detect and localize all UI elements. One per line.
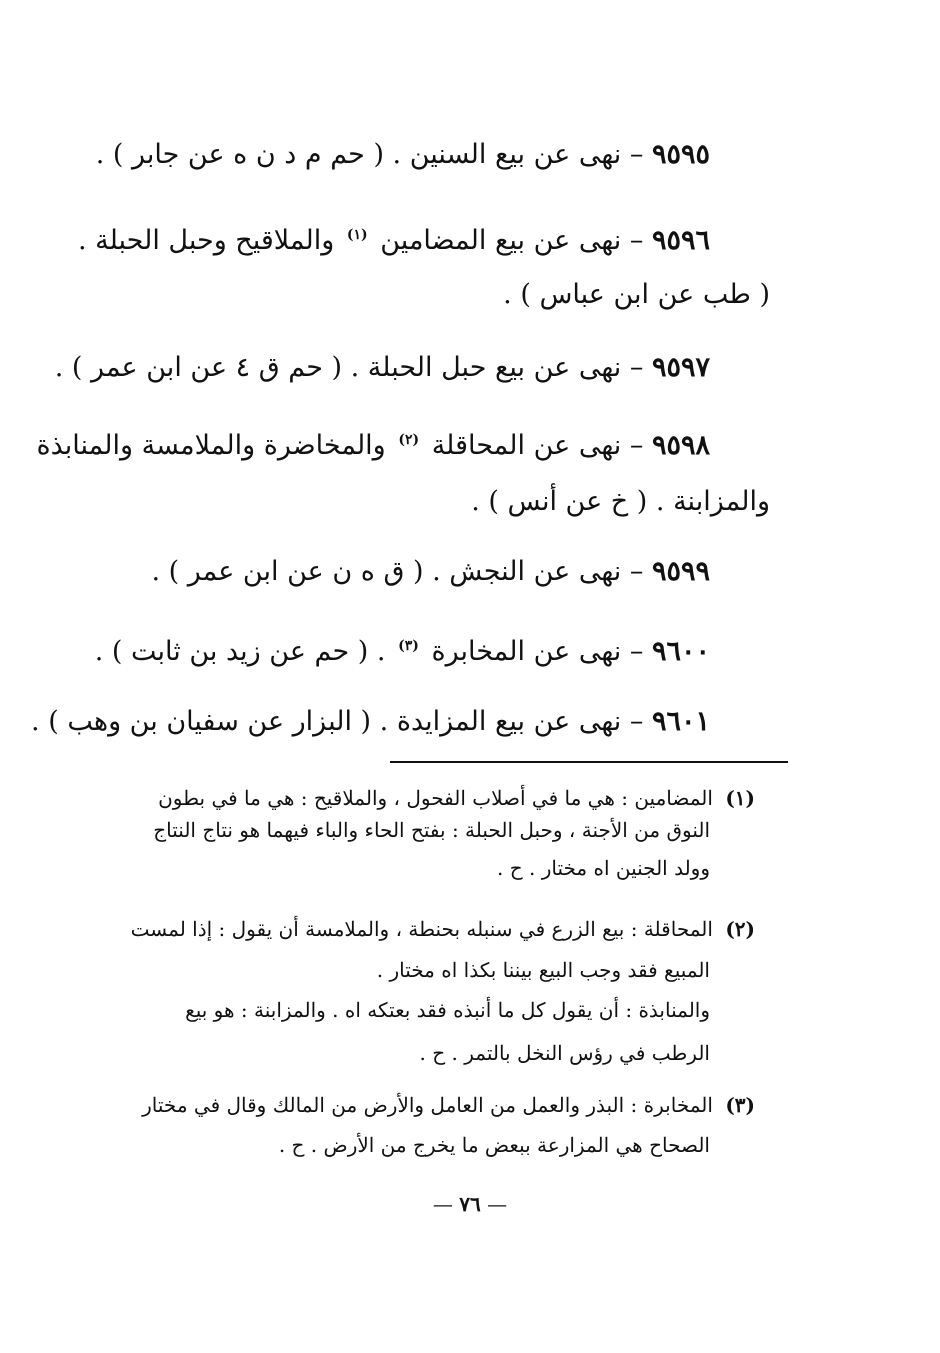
footnote-ref: (١) bbox=[346, 227, 368, 243]
hadith-9595 bbox=[96, 135, 710, 175]
footnote-text: النوق من الأجنة ، وحبل الحبلة : بفتح الحاء والباء فيهما هو نتاج النتاج bbox=[153, 818, 710, 842]
hadith-9599 bbox=[151, 552, 710, 592]
hadith-number: ٩٥٩٦ bbox=[651, 225, 710, 256]
hadith-text: – نهى عن بيع حبل الحبلة . ( حم ق ٤ عن ابن عمر ) . bbox=[54, 352, 644, 383]
footnote-ref: (٢) bbox=[398, 432, 420, 448]
footnote-text: المبيع فقد وجب البيع بيننا بكذا اه مختار . bbox=[376, 958, 710, 982]
footnote-text: المضامين : هي ما في أصلاب الفحول ، والملاقيح : هي ما في بطون bbox=[158, 786, 713, 810]
footnote-text: وولد الجنين اه مختار . ح . bbox=[497, 856, 710, 880]
hadith-text: – نهى عن المخابرة bbox=[431, 636, 644, 667]
page-number-value: ٧٦ bbox=[459, 1192, 481, 1216]
footnote-1-line bbox=[153, 815, 710, 845]
footnote-text: الصحاح هي المزارعة ببعض ما يخرج من الأرض . ح . bbox=[278, 1133, 710, 1157]
hadith-text: – نهى عن بيع المضامين bbox=[380, 225, 644, 256]
hadith-9596 bbox=[78, 215, 710, 261]
footnote-2-line bbox=[420, 1038, 710, 1068]
hadith-text: – نهى عن بيع السنين . ( حم م د ن ه عن جابر ) . bbox=[95, 139, 644, 170]
hadith-text: والمزابنة . ( خ عن أنس ) . bbox=[471, 486, 770, 517]
footnote-2-line bbox=[377, 955, 710, 985]
footnote-1 bbox=[158, 783, 755, 813]
hadith-9601 bbox=[31, 702, 710, 742]
footnote-mark: (١) bbox=[725, 786, 755, 810]
hadith-text: ( طب عن ابن عباس ) . bbox=[503, 279, 770, 310]
hadith-9597 bbox=[55, 348, 710, 388]
hadith-text: – نهى عن المحاقلة bbox=[431, 430, 644, 461]
footnote-2-line bbox=[185, 995, 710, 1025]
hadith-number: ٩٥٩٥ bbox=[651, 139, 710, 170]
hadith-text: – نهى عن بيع المزايدة . ( البزار عن سفيان بن وهب ) . bbox=[31, 706, 644, 737]
footnote-3-line bbox=[279, 1130, 710, 1160]
hadith-number: ٩٦٠٠ bbox=[651, 636, 710, 667]
hadith-number: ٩٦٠١ bbox=[651, 706, 710, 737]
hadith-9600 bbox=[95, 626, 710, 672]
hadith-9596-cont bbox=[503, 275, 770, 315]
hadith-9598 bbox=[36, 420, 710, 466]
hadith-number: ٩٥٩٧ bbox=[651, 352, 710, 383]
hadith-text: والملاقيح وحبل الحبلة . bbox=[77, 225, 335, 256]
hadith-9598-cont bbox=[471, 482, 770, 522]
footnote-1-line bbox=[497, 853, 710, 883]
hadith-number: ٩٥٩٩ bbox=[651, 556, 710, 587]
hadith-number: ٩٥٩٨ bbox=[651, 430, 710, 461]
hadith-text: . ( حم عن زيد بن ثابت ) . bbox=[94, 636, 386, 667]
footnote-text: المخابرة : البذر والعمل من العامل والأرض من المالك وقال في مختار bbox=[142, 1093, 713, 1117]
page-number: — ٧٦ — bbox=[432, 1192, 508, 1216]
footnote-3 bbox=[142, 1090, 755, 1120]
footnote-2 bbox=[131, 914, 755, 944]
footnote-ref: (٣) bbox=[398, 638, 419, 654]
hadith-text: – نهى عن النجش . ( ق ه ن عن ابن عمر ) . bbox=[151, 556, 644, 587]
footnote-mark: (٣) bbox=[725, 1093, 755, 1117]
footnote-divider bbox=[390, 761, 788, 763]
footnote-text: المحاقلة : بيع الزرع في سنبله بحنطة ، والملامسة أن يقول : إذا لمست bbox=[130, 917, 713, 941]
footnote-text: والمنابذة : أن يقول كل ما أنبذه فقد بعتكه اه . والمزابنة : هو بيع bbox=[185, 998, 710, 1022]
footnote-text: الرطب في رؤس النخل بالتمر . ح . bbox=[419, 1041, 710, 1065]
hadith-text: والمخاضرة والملامسة والمنابذة bbox=[36, 430, 386, 461]
footnote-mark: (٢) bbox=[725, 917, 755, 941]
